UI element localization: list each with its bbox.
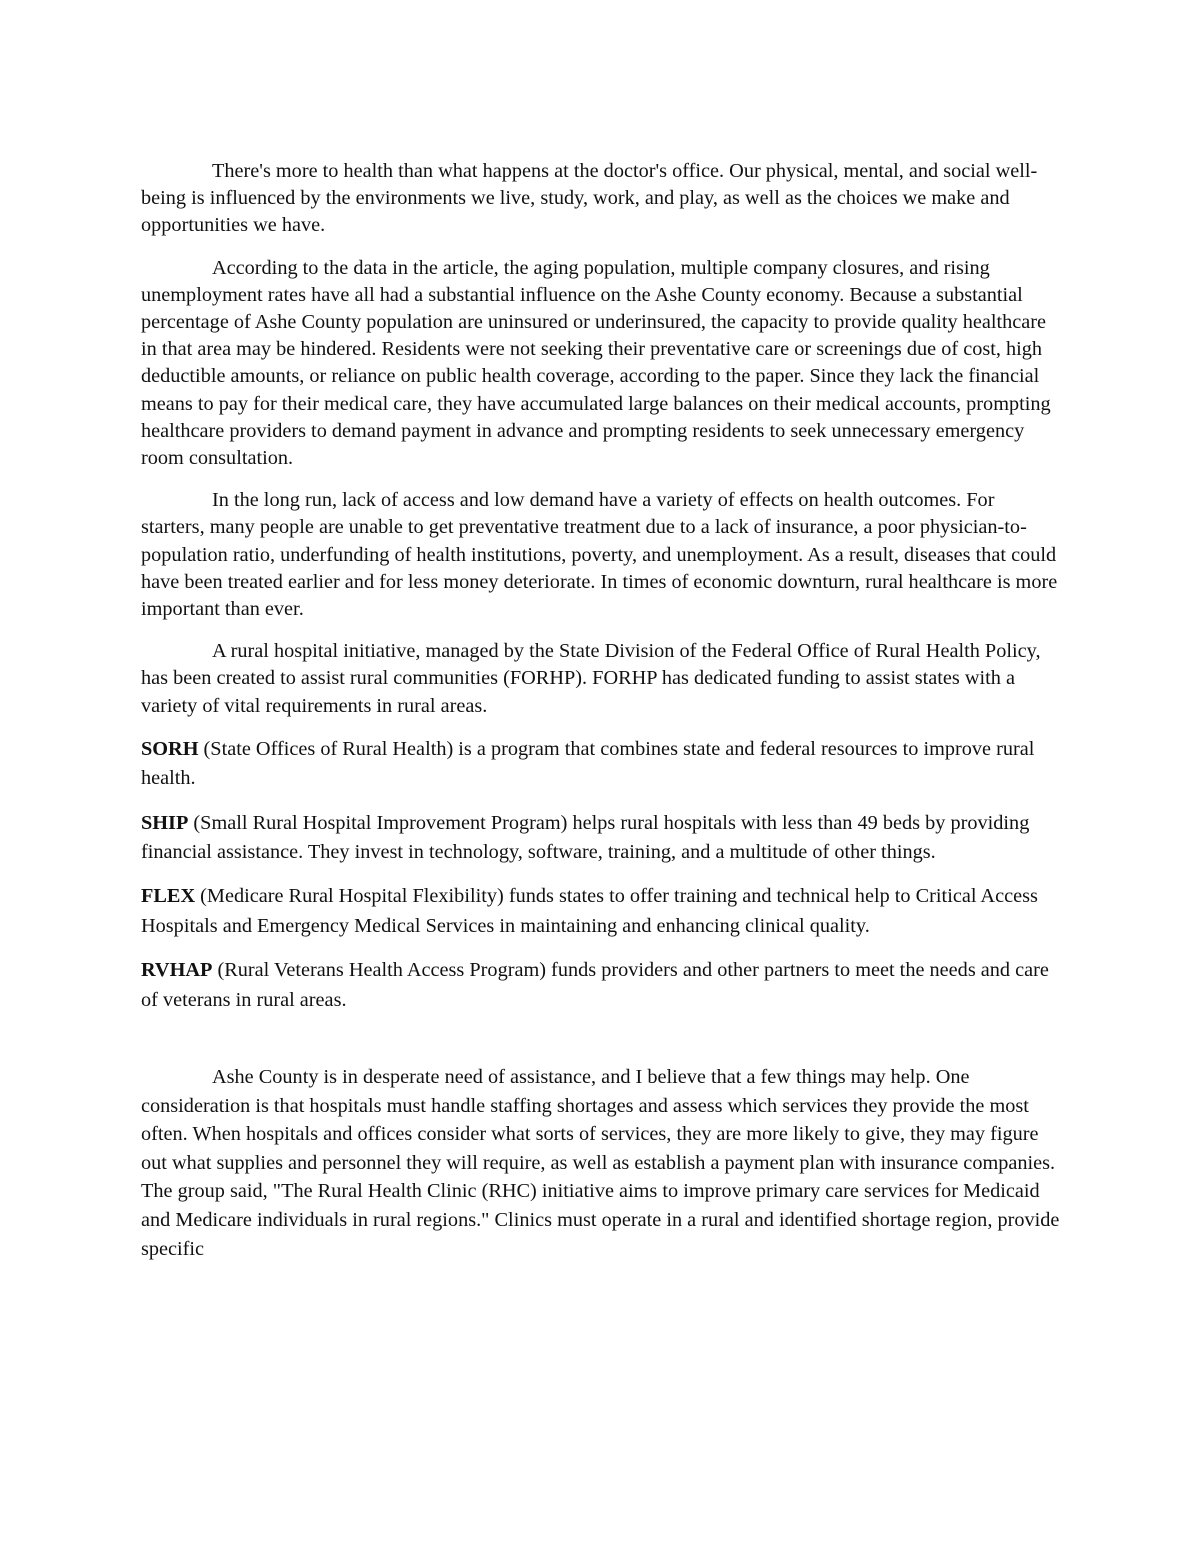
paragraph-health-outcomes: In the long run, lack of access and low demand have a variety of effects on health outcomes. For starters, many people are unable to get preventative treatment due to a lack of insurance, a poor physician-to-population ratio, underfunding of health institutions, poverty, and unemployment. As a result, diseases that could have been treated earlier and for less money deteriorate. In times of economic downturn, rural healthcare is more important than ever. — [141, 489, 1058, 621]
program-sorh-text: (State Offices of Rural Health) is a program that combines state and federal resources to improve rural health. — [141, 737, 1035, 790]
program-ship-term: SHIP — [141, 811, 189, 834]
program-flex — [141, 882, 1063, 941]
program-rvhap-text: (Rural Veterans Health Access Program) funds providers and other partners to meet the needs and care of veterans in rural areas. — [141, 959, 1049, 1011]
program-ship-text: (Small Rural Hospital Improvement Program) helps rural hospitals with less than 49 beds by providing financial assistance. They invest in technology, software, training, and a multitude of other things. — [141, 811, 1030, 864]
program-sorh-term: SORH — [141, 737, 199, 760]
blank-line — [141, 1030, 1063, 1063]
program-flex-text: (Medicare Rural Hospital Flexibility) funds states to offer training and technical help to Critical Access Hospitals and Emergency Medical Services in maintaining and enhancing clinical quality. — [141, 885, 1038, 937]
document-body — [141, 158, 1063, 1278]
paragraph-health-intro: There's more to health than what happens at the doctor's office. Our physical, mental, and social well-being is influenced by the environments we live, study, work, and play, as well as the choices we make and opportunities we have. — [141, 160, 1038, 237]
paragraph-rural-initiative: A rural hospital initiative, managed by the State Division of the Federal Office of Rural Health Policy, has been created to assist rural communities (FORHP). FORHP has dedicated funding to assist states with a variety of vital requirements in rural areas. — [141, 640, 1041, 717]
program-flex-term: FLEX — [141, 885, 196, 908]
paragraph-ashe-assistance: Ashe County is in desperate need of assistance, and I believe that a few things may help. One consideration is that hospitals must handle staffing shortages and assess which services they provide the most often. When hospitals and offices consider what sorts of services, they are more likely to give, they may figure out what supplies and personnel they will require, as well as establish a payment plan with insurance companies. The group said, "The Rural Health Clinic (RHC) initiative aims to improve primary care services for Medicaid and Medicare individuals in rural regions." Clinics must operate in a rural and identified shortage region, provide specific — [141, 1066, 1060, 1260]
program-sorh — [141, 735, 1063, 794]
paragraph-ashe-economy: According to the data in the article, the aging population, multiple company closures, and rising unemployment rates have all had a substantial influence on the Ashe County economy. Because a substantial percentage of Ashe County population are uninsured or underinsured, the capacity to provide quality healthcare in that area may be hindered. Residents were not seeking their preventative care or screenings due of cost, high deductible amounts, or reliance on public health coverage, according to the paper. Since they lack the financial means to pay for their medical care, they have accumulated large balances on their medical accounts, prompting healthcare providers to demand payment in advance and prompting residents to seek unnecessary emergency room consultation. — [141, 256, 1051, 470]
program-rvhap-term: RVHAP — [141, 959, 213, 982]
program-rvhap — [141, 956, 1063, 1015]
program-ship — [141, 809, 1063, 868]
